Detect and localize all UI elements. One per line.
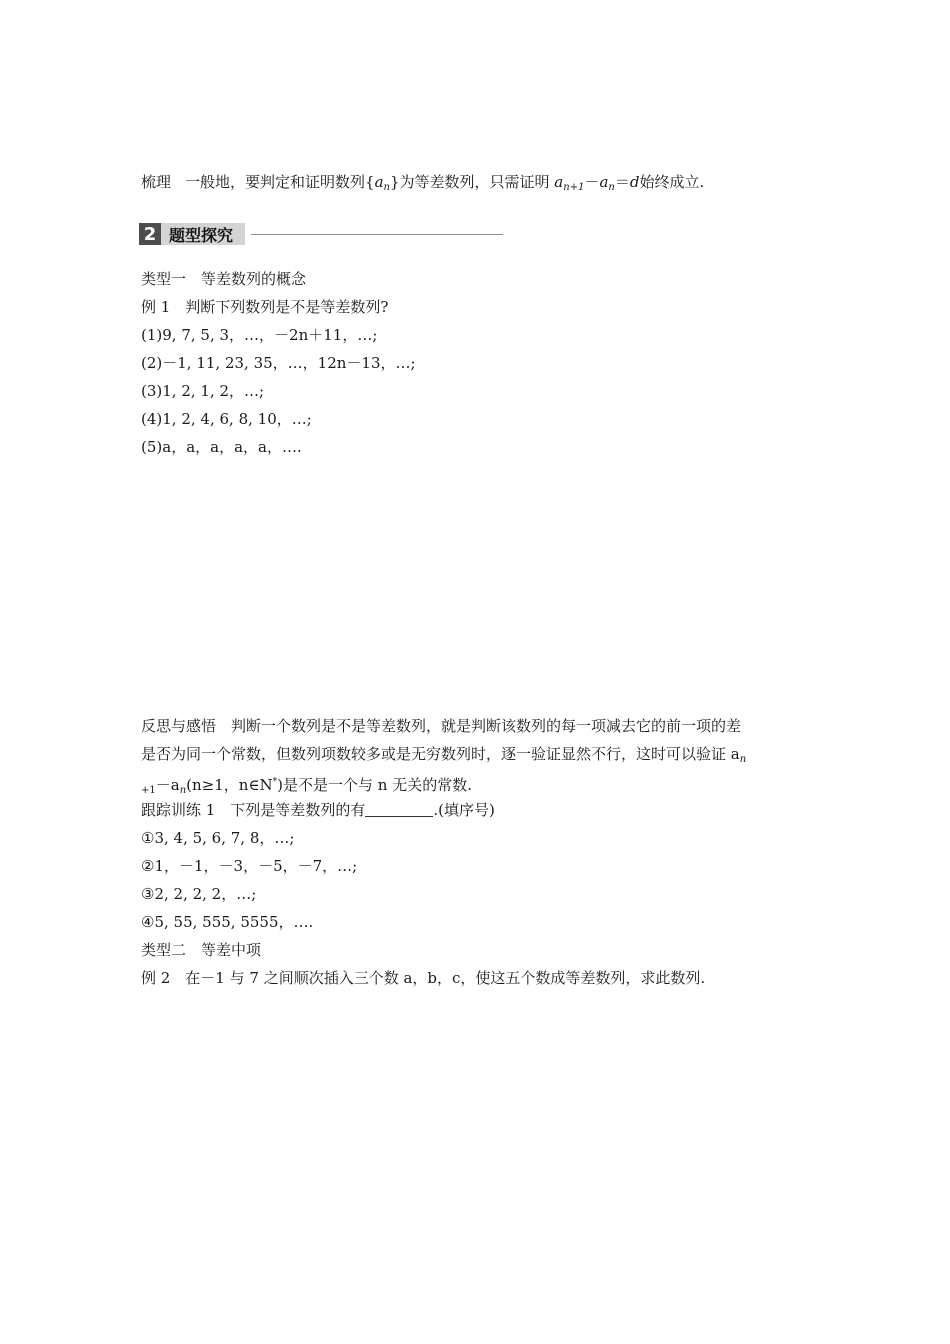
example1-item-5: (5)a，a，a，a，a，…. bbox=[141, 438, 302, 456]
example1-item-4: (4)1, 2, 4, 6, 8, 10，…; bbox=[141, 410, 312, 428]
reflection-line-3a: －a bbox=[155, 776, 180, 794]
type2-heading: 类型二 等差中项 bbox=[141, 941, 262, 959]
reflection-line-1: 反思与感悟 判断一个数列是不是等差数列，就是判断该数列的每一项减去它的前一项的差 bbox=[141, 717, 742, 735]
practice1-answer-blank[interactable] bbox=[365, 802, 433, 817]
summary-text-3: 始终成立. bbox=[639, 173, 705, 191]
type1-heading: 类型一 等差数列的概念 bbox=[141, 270, 307, 288]
summary-minus: － bbox=[584, 173, 600, 191]
section-rule bbox=[251, 234, 503, 235]
practice1-suffix: .(填序号) bbox=[433, 801, 495, 819]
reflection-line-3b: n bbox=[179, 785, 187, 796]
summary-text-1: 一般地，要判定和证明数列{ bbox=[185, 173, 375, 191]
section-title: 题型探究 bbox=[161, 223, 245, 245]
reflection-line-3 bbox=[141, 772, 472, 801]
reflection-line-3c: (n≥1，n∈N bbox=[186, 776, 273, 794]
summary-n-sub: n bbox=[383, 182, 390, 193]
reflection-star: * bbox=[272, 777, 278, 787]
reflection-line-2-text: 是否为同一个常数，但数列项数较多或是无穷数列时，逐一验证显然不行，这时可以验证 a bbox=[141, 745, 740, 763]
practice1-item-4: ④5, 55, 555, 5555，…. bbox=[141, 913, 314, 931]
summary-eq: ＝ bbox=[614, 173, 630, 191]
summary-d: d bbox=[629, 173, 640, 191]
practice1-title: 跟踪训练 1 下列是等差数列的有 bbox=[141, 801, 366, 819]
summary-label: 梳理 bbox=[141, 173, 172, 191]
reflection-line-2-sub: n bbox=[739, 754, 747, 765]
example1-item-2: (2)－1, 11, 23, 35，…，12n－13，…; bbox=[141, 354, 416, 372]
example1-title: 例 1 判断下列数列是不是等差数列? bbox=[141, 298, 389, 316]
practice1-title-line bbox=[141, 800, 495, 820]
reflection-line-3d: )是不是一个与 n 无关的常数. bbox=[277, 776, 472, 794]
reflection-line-3-sub: +1 bbox=[141, 785, 156, 796]
summary-n-sub-2: n bbox=[608, 182, 615, 193]
summary-text-2: }为等差数列，只需证明 bbox=[389, 173, 550, 191]
example1-item-3: (3)1, 2, 1, 2，…; bbox=[141, 382, 265, 400]
practice1-item-3: ③2, 2, 2, 2，…; bbox=[141, 885, 257, 903]
section-heading bbox=[139, 222, 503, 246]
summary-an: a bbox=[374, 173, 384, 191]
example1-item-1: (1)9, 7, 5, 3，…，－2n＋11，…; bbox=[141, 326, 378, 344]
summary-n1-sub: n+1 bbox=[563, 182, 585, 193]
section-number: 2 bbox=[139, 223, 161, 245]
summary-a2: a bbox=[599, 173, 609, 191]
reflection-line-2 bbox=[141, 744, 746, 770]
practice1-item-2: ②1，－1，－3，－5，－7，…; bbox=[141, 857, 358, 875]
summary-a1: a bbox=[554, 173, 564, 191]
example2-title: 例 2 在－1 与 7 之间顺次插入三个数 a，b，c，使这五个数成等差数列，求此数列. bbox=[141, 969, 706, 987]
practice1-item-1: ①3, 4, 5, 6, 7, 8，…; bbox=[141, 829, 295, 847]
summary-line bbox=[141, 172, 704, 198]
